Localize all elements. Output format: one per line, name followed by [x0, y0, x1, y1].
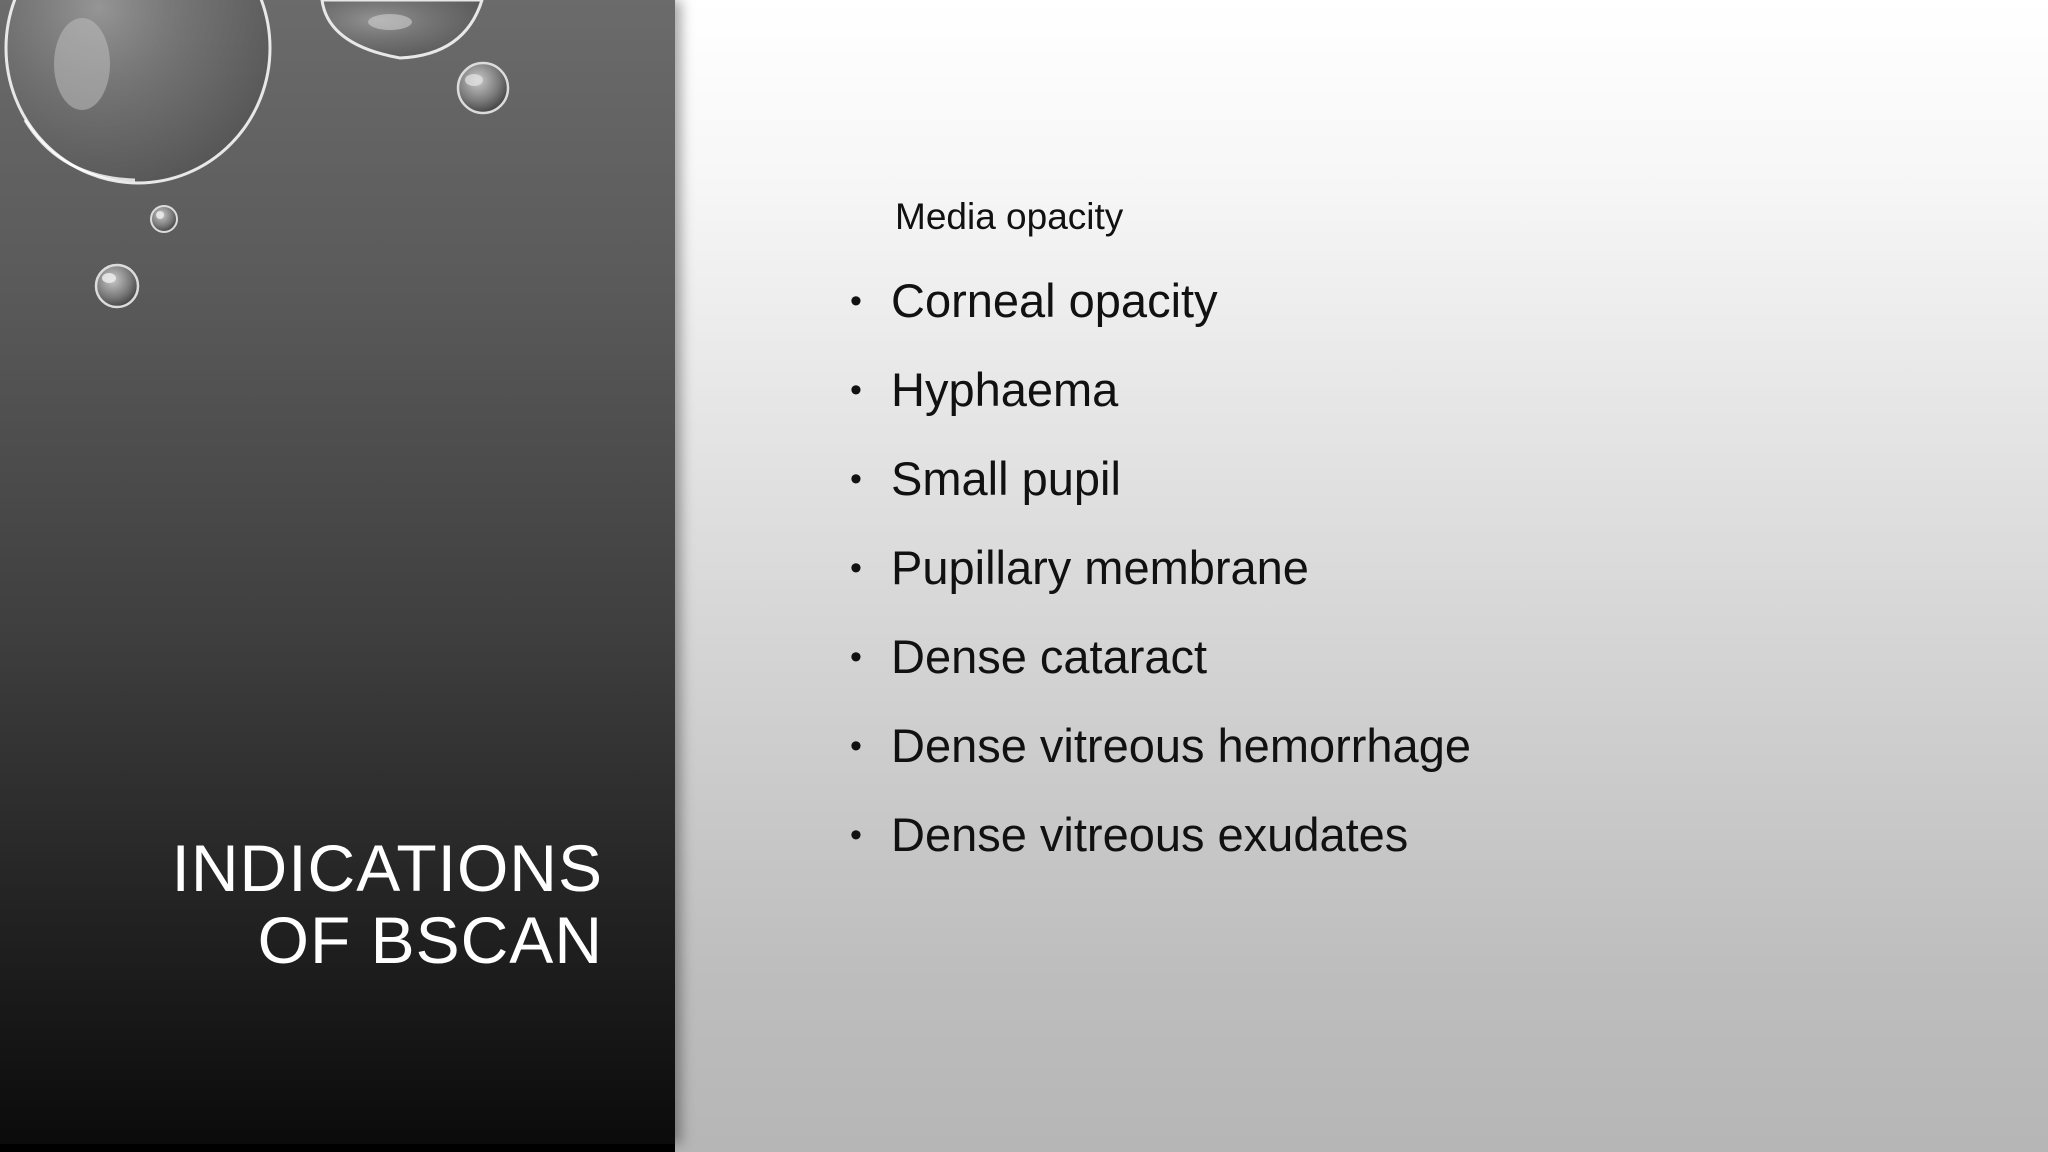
medium-drop — [458, 63, 508, 113]
bullet-icon: • — [850, 727, 862, 765]
content-panel — [675, 0, 2048, 1152]
small-drop — [96, 265, 138, 307]
bottom-strip — [0, 1144, 675, 1152]
bullet-icon: • — [850, 460, 862, 498]
slide-title-line-2: OF BSCAN — [257, 903, 603, 977]
top-drop — [322, 0, 482, 58]
slide-title-line-1: INDICATIONS — [171, 831, 603, 905]
bullet-icon: • — [850, 549, 862, 587]
bullet-text: Small pupil — [891, 452, 1121, 505]
bullet-text: Hyphaema — [891, 363, 1119, 416]
bullet-icon: • — [850, 816, 862, 854]
bullet-icon: • — [850, 638, 862, 676]
bullet-icon: • — [850, 282, 862, 320]
bullet-text: Dense vitreous hemorrhage — [891, 719, 1471, 772]
water-drops-decoration — [0, 0, 675, 340]
bullet-text: Corneal opacity — [891, 274, 1218, 327]
large-drop — [6, 0, 270, 183]
subheading: Media opacity — [895, 196, 1124, 237]
bullet-text: Pupillary membrane — [891, 541, 1309, 594]
bullet-text: Dense vitreous exudates — [891, 808, 1409, 861]
slide-title — [172, 832, 603, 976]
bullet-text: Dense cataract — [891, 630, 1208, 683]
bullet-icon: • — [850, 371, 862, 409]
tiny-drop — [151, 206, 177, 232]
